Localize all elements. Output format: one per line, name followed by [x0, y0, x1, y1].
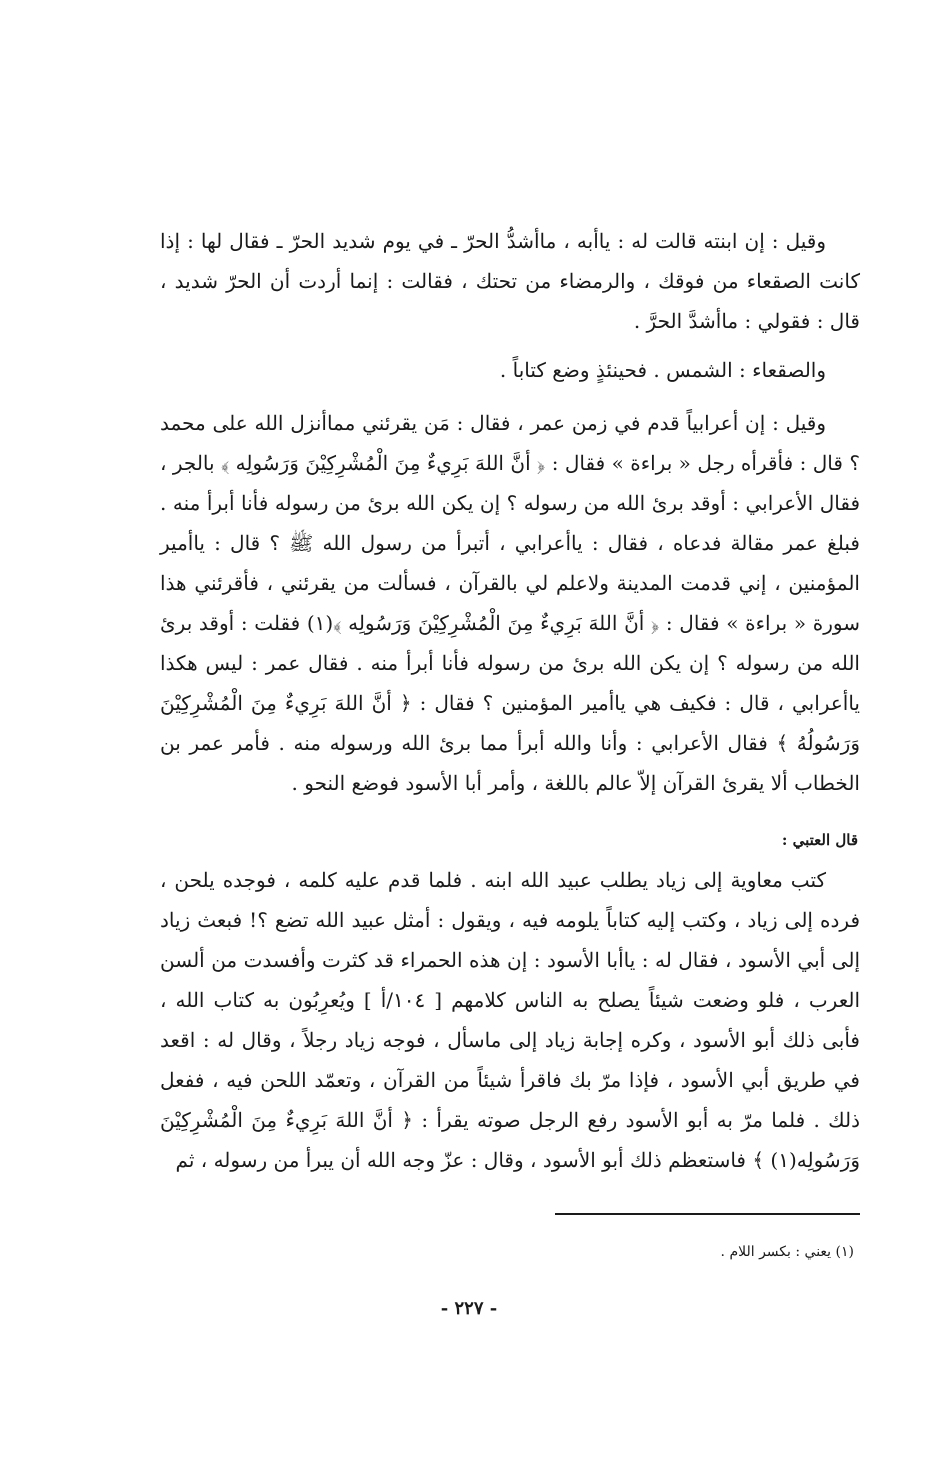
- footnote-divider: [555, 1213, 860, 1215]
- paragraph-text: وقيل : إن أعرابياً قدم في زمن عمر ، فقال : مَن يقرئني مماأنزل الله على محمد ؟ قال : فأقرأه رجل « براءة » فقال : ﴿ أنَّ اللهَ بَرِيءٌ مِنَ الْمُشْرِكِيْنَ وَرَسُولِه ﴾ بالجر ، فقال الأعرابي : أوقد برئ الله من رسوله ؟ إن يكن الله برئ من رسوله فأنا أبرأ منه . فبلغ عمر مقالة فدعاه ، فقال : ياأعرابي ، أتبرأ من رسول الله ﷺ ؟ قال : ياأمير المؤمنين ، إني قدمت المدينة ولاعلم لي بالقرآن ، فسألت من يقرئني ، فأقرئني هذا سورة « براءة » فقال : ﴿ أنَّ اللهَ بَرِيءٌ مِنَ الْمُشْرِكِيْنَ وَرَسُولِه ﴾(١) فقلت : أوقد برئ الله من رسوله ؟ إن يكن الله برئ من رسوله فأنا أبرأ منه . فقال عمر : ليس هكذا ياأعرابي ، قال : فكيف هي ياأمير المؤمنين ؟ فقال : ﴿ أنَّ اللهَ بَرِيءٌ مِنَ الْمُشْرِكِيْنَ وَرَسُولُهُ ﴾ فقال الأعرابي : وأنا والله أبرأ مما برئ الله ورسوله منه . فأمر عمر بن الخطاب ألا يقرئ القرآن إلاّ عالم باللغة ، وأمر أبا الأسود فوضع النحو .: [160, 411, 861, 795]
- paragraph-text: والصقعاء : الشمس . فحينئذٍ وضع كتاباً .: [499, 358, 826, 382]
- section-heading: قال العتبي :: [781, 831, 858, 849]
- page-number: - ٢٢٧ -: [440, 1298, 498, 1319]
- footnote: (١) يعني : بكسر اللام .: [720, 1244, 854, 1260]
- paragraph-text: كتب معاوية إلى زياد يطلب عبيد الله ابنه . فلما قدم عليه كلمه ، فوجده يلحن ، فرده إلى زياد ، وكتب إليه كتاباً يلومه فيه ، ويقول : أمثل عبيد الله تضع ؟! فبعث زياد إلى أبي الأسود ، فقال له : ياأبا الأسود : إن هذه الحمراء قد كثرت وأفسدت من ألسن العرب ، فلو وضعت شيئاً يصلح به الناس كلامهم [ ١٠٤/أ ] ويُعرِبُون به كتاب الله ، فأبى ذلك أبو الأسود ، وكره إجابة زياد إلى ماسأل ، فوجه زياد رجلاً ، وقال له : اقعد في طريق أبي الأسود ، فإذا مرّ بك فاقرأ شيئاً من القرآن ، وتعمّد اللحن فيه ، ففعل ذلك . فلما مرّ به أبو الأسود رفع الرجل صوته يقرأ : ﴿ أنَّ اللهَ بَرِيءٌ مِنَ الْمُشْرِكِيْنَ وَرَسُولِه(١) ﴾ فاستعظم ذلك أبو الأسود ، وقال : عزّ وجه الله أن يبرأ من رسوله ، ثم: [160, 868, 860, 1172]
- paragraph-daughter-story: [160, 221, 860, 341]
- paragraph-muawiya-story: [160, 860, 860, 1180]
- paragraph-saqaa-definition: [160, 350, 860, 390]
- paragraph-text: وقيل : إن ابنته قالت له : ياأبه ، ماأشدُّ الحرّ ـ في يوم شديد الحرّ ـ فقال لها : إذا كانت الصقعاء من فوقك ، والرمضاء من تحتك ، فقالت : إنما أردت أن الحرّ شديد ، قال : فقولي : ماأشدَّ الحرَّ .: [160, 229, 860, 333]
- paragraph-bedouin-story: [160, 403, 860, 803]
